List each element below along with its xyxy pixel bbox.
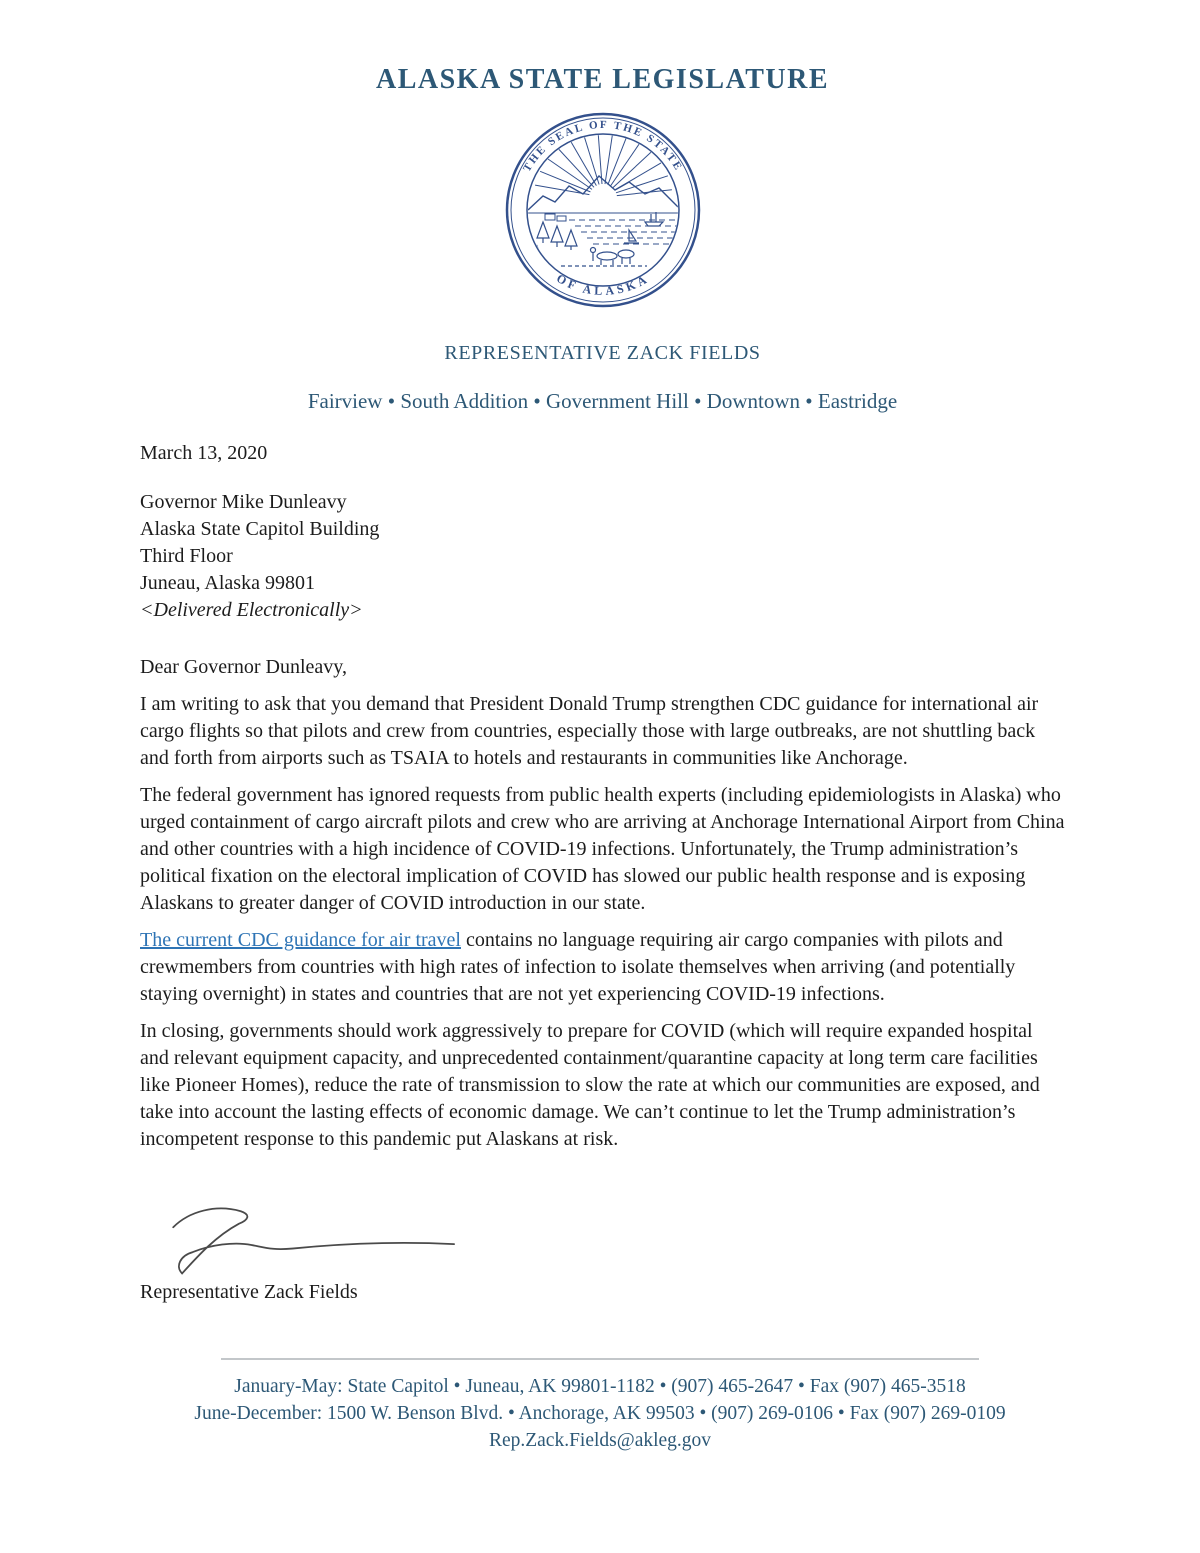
signer-name: Representative Zack Fields [140, 1281, 358, 1303]
cdc-guidance-link[interactable]: The current CDC guidance for air travel [140, 929, 461, 951]
recipient-line: Juneau, Alaska 99801 [140, 572, 315, 594]
recipient-line: Third Floor [140, 545, 233, 567]
date-line: March 13, 2020 [140, 442, 268, 464]
page-title: ALASKA STATE LEGISLATURE [375, 64, 830, 95]
letter-body [140, 440, 1065, 1306]
paragraph-3-text: contains no language requiring air cargo companies with pilots and crewmembers from countries with high rates of infection to isolate themselves when arriving (and potentially staying overnight) in states and countries that are not yet experiencing COVID-19 infections. [140, 929, 1016, 1005]
alaska-state-seal-icon [503, 110, 703, 310]
footer-divider [221, 1358, 979, 1360]
seal-bottom-text: OF ALASKA [553, 271, 652, 298]
paragraph-4: In closing, governments should work aggressively to prepare for COVID (which will require expanded hospital and relevant equipment capacity, and unprecedented containment/quarantine capacity at long term care facilities like Pioneer Homes), reduce the rate of transmission to slow the rate at which our communities are exposed, and take into account the lasting effects of economic damage. We can’t continue to let the Trump administration’s incompetent response to this pandemic put Alaskans at risk. [140, 1020, 1040, 1150]
seal-mountains [528, 176, 678, 213]
footer-line-1: January-May: State Capitol • Juneau, AK 99801-1182 • (907) 465-2647 • Fax (907) 465-3518 [234, 1376, 966, 1397]
letterhead [140, 64, 1065, 414]
seal-graphic [528, 132, 679, 266]
svg-text:THE SEAL OF THE STATE [521, 119, 685, 174]
representative-name: REPRESENTATIVE ZACK FIELDS [444, 342, 761, 364]
signature-block [140, 1197, 1065, 1306]
district-list: Fairview • South Addition • Government Hill • Downtown • Eastridge [307, 389, 898, 413]
state-seal [140, 110, 1065, 310]
seal-water [569, 220, 679, 244]
seal-farm-scene [561, 248, 647, 267]
footer-line-2: June-December: 1500 W. Benson Blvd. • Anchorage, AK 99503 • (907) 269-0106 • Fax (907) 269-0109 [194, 1403, 1006, 1424]
signature-image [144, 1197, 494, 1277]
recipient-address [140, 489, 1065, 624]
footer-email: Rep.Zack.Fields@akleg.gov [488, 1430, 712, 1451]
paragraph-1: I am writing to ask that you demand that President Donald Trump strengthen CDC guidance for international air cargo flights so that pilots and crew from countries, especially those with large outbreaks, are not shuttling back and forth from airports such as TSAIA to hotels and restaurants in communities like Anchorage. [140, 693, 1039, 769]
paragraph-3 [140, 927, 1065, 1008]
delivery-note: <Delivered Electronically> [140, 599, 363, 621]
paragraph-2: The federal government has ignored requests from public health experts (including epidemiologists in Alaska) who urged containment of cargo aircraft pilots and crew who are arriving at Anchorage International Airport from China and other countries with a high incidence of COVID-19 infections. Unfortunately, the Trump administration’s political fixation on the electoral implication of COVID has slowed our public health response and is exposing Alaskans to greater danger of COVID introduction in our state. [140, 784, 1065, 914]
svg-text:OF ALASKA [554, 271, 652, 298]
footer [0, 1358, 1200, 1454]
seal-top-text: THE SEAL OF THE STATE [520, 118, 685, 174]
salutation: Dear Governor Dunleavy, [140, 656, 347, 678]
recipient-line: Alaska State Capitol Building [140, 518, 380, 540]
recipient-line: Governor Mike Dunleavy [140, 491, 347, 513]
